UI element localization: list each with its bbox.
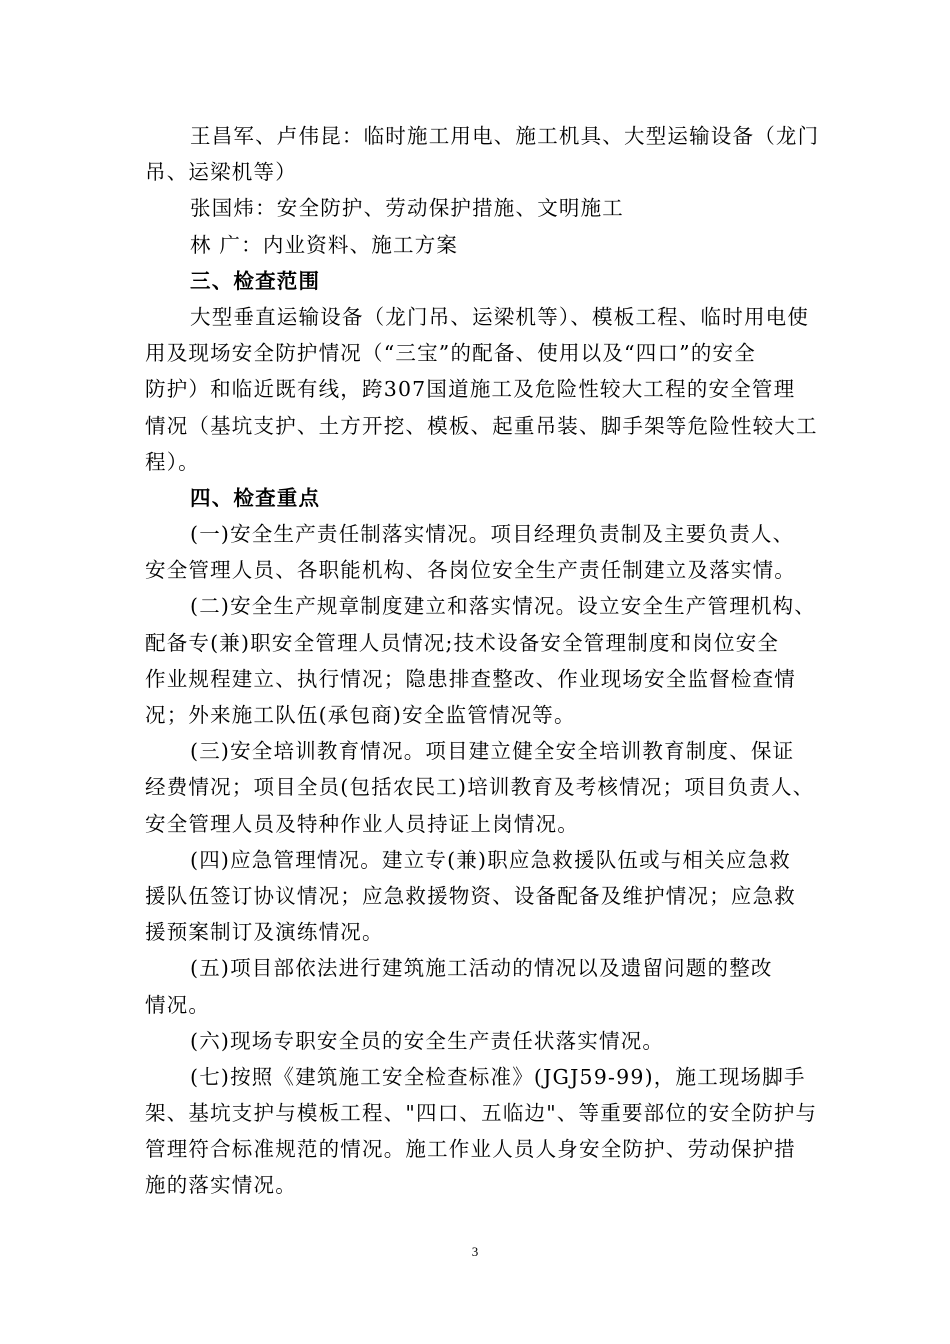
text-line: 援队伍签订协议情况；应急救援物资、设备配备及维护情况；应急救 <box>145 883 796 908</box>
section-heading-scope: 三、检查范围 <box>190 268 321 293</box>
text-line: 施的落实情况。 <box>145 1173 297 1198</box>
text-line: 情况。 <box>145 992 211 1017</box>
text-line: (六)现场专职安全员的安全生产责任状落实情况。 <box>190 1028 665 1053</box>
text-line: 用及现场安全防护情况（“三宝”的配备、使用以及“四口”的安全 <box>145 341 756 366</box>
text-line: (四)应急管理情况。建立专(兼)职应急救援队伍或与相关应急救 <box>190 847 791 872</box>
text-line: 防护）和临近既有线，跨307国道施工及危险性较大工程的安全管理 <box>145 377 796 402</box>
text-line: 情况（基坑支护、土方开挖、模板、起重吊装、脚手架等危险性较大工 <box>145 413 818 438</box>
text-line: (七)按照《建筑施工安全检查标准》(JGJ59-99)，施工现场脚手 <box>190 1064 806 1089</box>
text-line: 经费情况；项目全员(包括农民工)培训教育及考核情况；项目负责人、 <box>145 775 815 800</box>
text-line: (五)项目部依法进行建筑施工活动的情况以及遗留问题的整改 <box>190 956 773 981</box>
page-number: 3 <box>471 1244 479 1259</box>
text-line: 安全管理人员、各职能机构、各岗位安全生产责任制建立及落实情。 <box>145 558 796 583</box>
section-heading-focus: 四、检查重点 <box>190 485 321 510</box>
text-line: 吊、运梁机等） <box>145 160 297 185</box>
text-line: 配备专(兼)职安全管理人员情况;技术设备安全管理制度和岗位安全 <box>145 630 780 655</box>
text-line: (三)安全培训教育情况。项目建立健全安全培训教育制度、保证 <box>190 739 795 764</box>
text-line: 张国炜：安全防护、劳动保护措施、文明施工 <box>190 196 624 221</box>
text-line: 安全管理人员及特种作业人员持证上岗情况。 <box>145 811 579 836</box>
text-line: 作业规程建立、执行情况；隐患排查整改、作业现场安全监督检查情 <box>145 666 796 691</box>
text-line: 王昌军、卢伟昆：临时施工用电、施工机具、大型运输设备（龙门 <box>190 124 820 148</box>
text-line: 林 广：内业资料、施工方案 <box>190 232 459 257</box>
document-body <box>145 118 820 1204</box>
text-line: 程）。 <box>145 449 200 474</box>
text-line: 大型垂直运输设备（龙门吊、运梁机等）、模板工程、临时用电使 <box>190 304 810 329</box>
text-line: 管理符合标准规范的情况。施工作业人员人身安全防护、劳动保护措 <box>145 1137 796 1162</box>
text-line: (二)安全生产规章制度建立和落实情况。设立安全生产管理机构、 <box>190 594 816 619</box>
text-line: 援预案制订及演练情况。 <box>145 920 384 945</box>
text-line: 架、基坑支护与模板工程、"四口、五临边"、等重要部位的安全防护与 <box>145 1101 818 1126</box>
text-line: 况；外来施工队伍(承包商)安全监管情况等。 <box>145 703 576 727</box>
text-line: (一)安全生产责任制落实情况。项目经理负责制及主要负责人、 <box>190 522 795 547</box>
